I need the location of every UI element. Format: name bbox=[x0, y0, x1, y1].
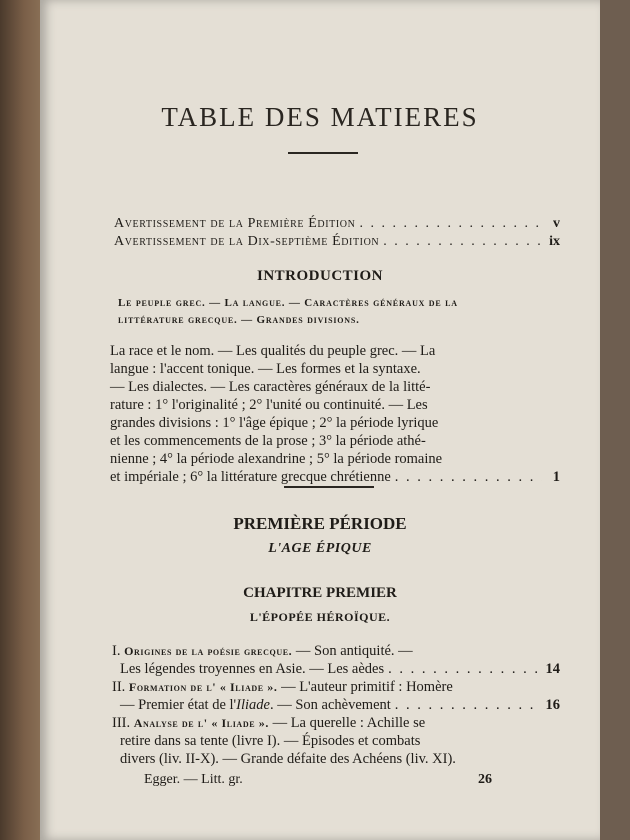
entry-title: Analyse de l' « Iliade ». bbox=[133, 716, 269, 730]
introduction-body-line-1: La race et le nom. — Les qualités du peuple grec. — La bbox=[110, 343, 436, 359]
chapter-heading: CHAPITRE PREMIER bbox=[243, 585, 397, 601]
footer-signature-number: 26 bbox=[478, 772, 492, 787]
period-subheading: L'AGE ÉPIQUE bbox=[268, 541, 372, 556]
chapter-subheading: L'ÉPOPÉE HÉROÏQUE. bbox=[249, 610, 391, 624]
introduction-body-line-6: et les commencements de la prose ; 3° la période athé- bbox=[110, 433, 426, 449]
introduction-body-line-4: rature : 1° l'originalité ; 2° l'unité ou continuité. — Les bbox=[110, 397, 428, 413]
introduction-body-text: et impériale ; 6° la littérature grecque chrétienne bbox=[110, 469, 391, 485]
chapter-entry-3-cont-2: divers (liv. II-X). — Grande défaite des Achéens (liv. XI). bbox=[120, 751, 456, 767]
chapter-entry-3 bbox=[112, 714, 425, 732]
leader-dots bbox=[395, 696, 542, 714]
toc-page-number: ix bbox=[549, 234, 560, 249]
toc-entry-preface-1 bbox=[114, 215, 560, 233]
introduction-body-line-2: langue : l'accent tonique. — Les formes et la syntaxe. bbox=[110, 361, 421, 377]
entry-number: I. bbox=[112, 643, 121, 659]
toc-page-number: v bbox=[553, 216, 560, 231]
chapter-entry-1-cont bbox=[120, 660, 560, 678]
leader-dots bbox=[388, 660, 541, 678]
introduction-body-line-8 bbox=[110, 468, 560, 486]
leader-dots bbox=[359, 215, 542, 233]
introduction-body-line-5: grandes divisions : 1° l'âge épique ; 2° la période lyrique bbox=[110, 415, 439, 431]
leader-dots bbox=[395, 468, 542, 486]
book-spine bbox=[0, 0, 44, 840]
page-title: TABLE DES MATIERES bbox=[161, 102, 479, 132]
entry-text: . — Son achèvement bbox=[269, 697, 391, 713]
entry-text-italic: Iliade bbox=[236, 697, 270, 713]
toc-entry-label: Avertissement de la Dix-septième Édition bbox=[114, 234, 380, 249]
background-edge bbox=[600, 0, 630, 840]
introduction-subtitle-line-1: Le peuple grec. — La langue. — Caractères généraux de la bbox=[118, 297, 458, 309]
book-page bbox=[40, 0, 600, 840]
entry-text: Les légendes troyennes en Asie. — Les aèdes bbox=[120, 661, 385, 677]
entry-title: Formation de l' « Iliade ». bbox=[128, 680, 278, 694]
entry-title: Origines de la poésie grecque. bbox=[124, 644, 293, 658]
toc-entry-label: Avertissement de la Première Édition bbox=[114, 216, 356, 231]
entry-number: II. bbox=[112, 679, 126, 695]
footer-signature: Egger. — Litt. gr. bbox=[144, 772, 243, 787]
introduction-heading: INTRODUCTION bbox=[256, 268, 383, 284]
section-rule bbox=[284, 486, 374, 488]
introduction-body-line-3: — Les dialectes. — Les caractères généraux de la litté- bbox=[110, 379, 431, 395]
toc-page-number: 1 bbox=[552, 469, 560, 485]
entry-text-group bbox=[120, 696, 391, 714]
entry-text: — Premier état de l' bbox=[120, 697, 237, 713]
entry-text: — La querelle : Achille se bbox=[268, 715, 426, 731]
toc-page-number: 14 bbox=[545, 661, 560, 677]
title-rule bbox=[288, 152, 358, 154]
toc-page-number: 16 bbox=[545, 697, 560, 713]
period-heading: PREMIÈRE PÉRIODE bbox=[233, 514, 407, 533]
chapter-entry-2-cont bbox=[120, 696, 560, 714]
entry-text: — L'auteur primitif : Homère bbox=[277, 679, 453, 695]
chapter-entry-1 bbox=[112, 642, 413, 660]
introduction-subtitle-line-2: littérature grecque. — Grandes divisions. bbox=[118, 314, 360, 326]
entry-text: — Son antiquité. — bbox=[292, 643, 413, 659]
leader-dots bbox=[383, 233, 542, 251]
chapter-entry-3-cont-1: retire dans sa tente (livre I). — Épisodes et combats bbox=[120, 733, 421, 749]
introduction-body-line-7: nienne ; 4° la période alexandrine ; 5° la période romaine bbox=[110, 451, 443, 467]
toc-entry-preface-2 bbox=[114, 233, 560, 251]
entry-number: III. bbox=[112, 715, 131, 731]
chapter-entry-2 bbox=[112, 678, 453, 696]
